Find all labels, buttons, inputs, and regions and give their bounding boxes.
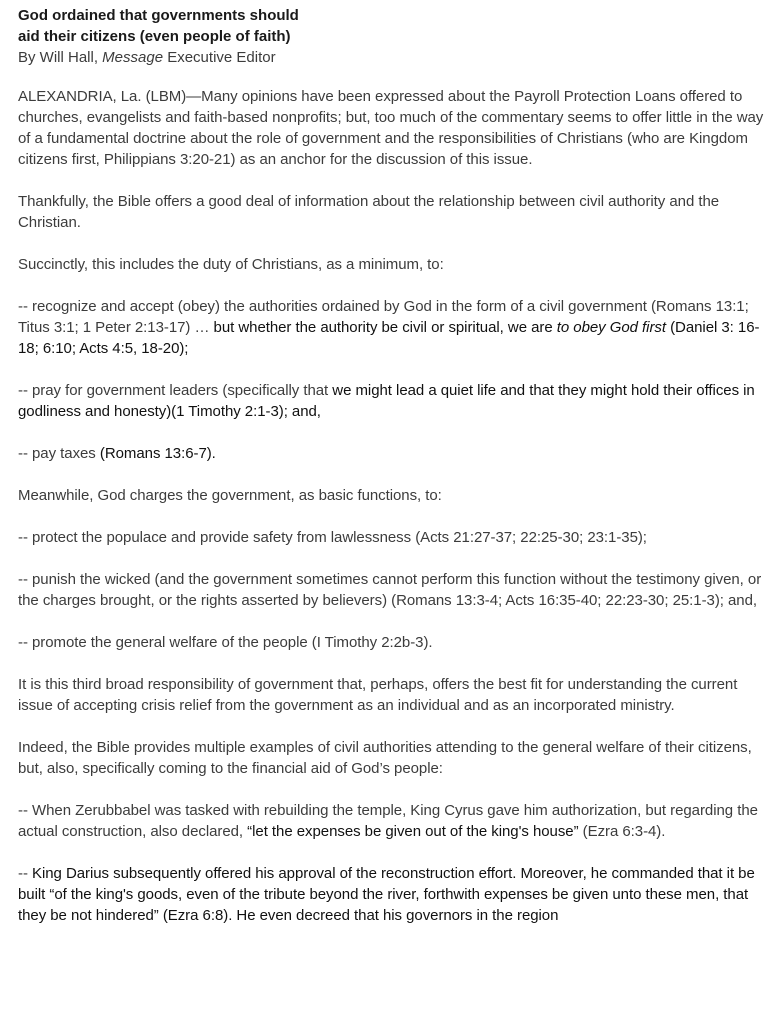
- paragraph-gov-punish: -- punish the wicked (and the government sometimes cannot perform this function without the testimony given, or the charges brought, or the rights asserted by believers) (Romans 13:3-4; Acts 16:35-40; 22:23-30; 25:1-3); and,: [18, 571, 762, 609]
- duty-obey-italic: to obey God first: [556, 319, 666, 336]
- paragraph-bible-info: Thankfully, the Bible offers a good deal of information about the relationship between civil authority and the Christian.: [18, 193, 720, 231]
- paragraph-duty-obey: [18, 296, 765, 359]
- paragraph-third-responsibility: It is this third broad responsibility of government that, perhaps, offers the best fit for understanding the current issue of accepting crisis relief from the government as an individual and as an incorporated ministry.: [18, 676, 738, 714]
- duty-pray-emphasis: we might lead a quiet life and that they might hold their offices in godliness and honesty)(1 Timothy 2:1-3); and,: [18, 382, 755, 420]
- paragraph-duty-pray: [18, 380, 765, 422]
- duty-pray-text: -- pray for government leaders (specifically that: [18, 382, 333, 399]
- headline: [18, 5, 765, 47]
- paragraph-gov-welfare: -- promote the general welfare of the people (I Timothy 2:2b-3).: [18, 634, 433, 651]
- paragraph-gov-protect: -- protect the populace and provide safety from lawlessness (Acts 21:27-37; 22:25-30; 23:1-35);: [18, 529, 647, 546]
- byline-prefix: By Will Hall,: [18, 49, 103, 66]
- duty-taxes-text: -- pay taxes: [18, 445, 100, 462]
- darius-text: King Darius subsequently offered his approval of the reconstruction effort. Moreover, he commanded that it be built “of the king's goods, even of the tribute beyond the river, forthwith expenses be given unto these men, that they be not hindered” (Ezra 6:8). He even decreed that his governors in the region: [18, 865, 755, 924]
- headline-line-1: God ordained that governments should: [18, 7, 299, 24]
- darius-dash: --: [18, 865, 33, 882]
- byline: [18, 47, 765, 68]
- duty-obey-emphasis: but whether the authority be civil or spiritual, we are: [213, 319, 557, 336]
- byline-suffix: Executive Editor: [163, 49, 276, 66]
- paragraph-examples-intro: Indeed, the Bible provides multiple examples of civil authorities attending to the general welfare of their citizens, but, also, specifically coming to the financial aid of God’s people:: [18, 739, 752, 777]
- headline-line-2: aid their citizens (even people of faith): [18, 28, 291, 45]
- paragraph-duty-taxes: [18, 443, 765, 464]
- duty-taxes-ref: (Romans 13:6-7).: [99, 445, 216, 462]
- byline-publication: Message: [102, 49, 164, 66]
- duty-obey-text: -- recognize and accept (obey) the authorities ordained by God in the form of a civil government (Romans 13:1; Titus 3:1; 1 Peter 2:13-17) …: [18, 298, 749, 336]
- zerubbabel-quote: “let the expenses be given out of the king's house”: [247, 823, 579, 840]
- paragraph-gov-intro: Meanwhile, God charges the government, as basic functions, to:: [18, 487, 442, 504]
- paragraph-duties-intro: Succinctly, this includes the duty of Christians, as a minimum, to:: [18, 256, 444, 273]
- paragraph-darius: [18, 863, 765, 926]
- paragraph-intro: ALEXANDRIA, La. (LBM)—Many opinions have been expressed about the Payroll Protection Loans offered to churches, evangelists and faith-based nonprofits; but, too much of the commentary seems to offer little in the way of a fundamental doctrine about the role of government and the responsibilities of Christians (who are Kingdom citizens first, Philippians 3:20-21) as an anchor for the discussion of this issue.: [18, 88, 764, 168]
- zerubbabel-text: -- When Zerubbabel was tasked with rebuilding the temple, King Cyrus gave him authorization, but regarding the actual construction, also declared,: [18, 802, 758, 840]
- zerubbabel-ref: (Ezra 6:3-4).: [578, 823, 666, 840]
- paragraph-zerubbabel: [18, 800, 765, 842]
- duty-obey-refs: (Daniel 3: 16-18; 6:10; Acts 4:5, 18-20);: [18, 319, 760, 357]
